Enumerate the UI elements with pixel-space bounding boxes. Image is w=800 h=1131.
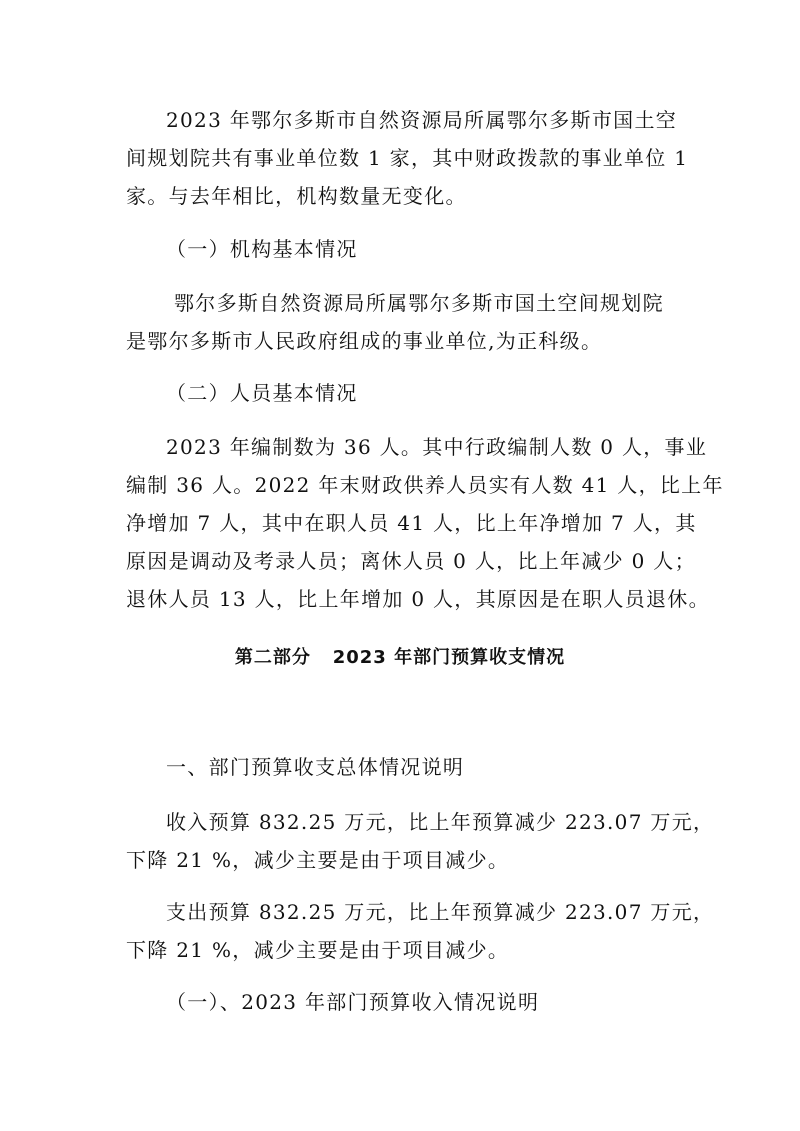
paragraph-income-budget <box>126 803 715 879</box>
paragraph-staff-basics <box>126 428 724 618</box>
paragraph-line: 编制 36 人。2022 年末财政供养人员实有人数 41 人，比上年 <box>126 473 724 497</box>
paragraph-line: 原因是调动及考录人员；离休人员 0 人，比上年减少 0 人； <box>126 549 696 573</box>
paragraph-line: 支出预算 832.25 万元，比上年预算减少 223.07 万元， <box>166 900 715 924</box>
section-title-institution-basics: （一）机构基本情况 <box>166 237 358 261</box>
paragraph-line: 间规划院共有事业单位数 1 家，其中财政拨款的事业单位 1 <box>126 146 689 170</box>
paragraph-line: 下降 21 %，减少主要是由于项目减少。 <box>126 848 510 872</box>
paragraph-line: 退休人员 13 人，比上年增加 0 人，其原因是在职人员退休。 <box>126 587 710 611</box>
paragraph-institution-basics <box>126 284 686 360</box>
section-title-staff-basics: （二）人员基本情况 <box>166 381 358 405</box>
paragraph-expense-budget <box>126 893 715 969</box>
paragraph-line: 家。与去年相比，机构数量无变化。 <box>126 184 467 208</box>
part-two-heading: 第二部分 2023 年部门预算收支情况 <box>234 647 566 668</box>
paragraph-line: 2023 年编制数为 36 人。其中行政编制人数 0 人，事业 <box>166 435 708 459</box>
paragraph-line: 净增加 7 人，其中在职人员 41 人，比上年净增加 7 人，其 <box>126 511 697 535</box>
paragraph-institution-count <box>126 101 689 215</box>
paragraph-line: 2023 年鄂尔多斯市自然资源局所属鄂尔多斯市国土空 <box>166 108 678 132</box>
paragraph-line: 下降 21 %，减少主要是由于项目减少。 <box>126 938 510 962</box>
section-title-budget-overview: 一、部门预算收支总体情况说明 <box>166 755 465 779</box>
paragraph-line: 鄂尔多斯自然资源局所属鄂尔多斯市国土空间规划院 <box>174 291 664 315</box>
section-title-income-details: （一）、2023 年部门预算收入情况说明 <box>166 990 540 1014</box>
paragraph-line: 收入预算 832.25 万元，比上年预算减少 223.07 万元， <box>166 810 715 834</box>
paragraph-line: 是鄂尔多斯市人民政府组成的事业单位,为正科级。 <box>126 329 603 353</box>
